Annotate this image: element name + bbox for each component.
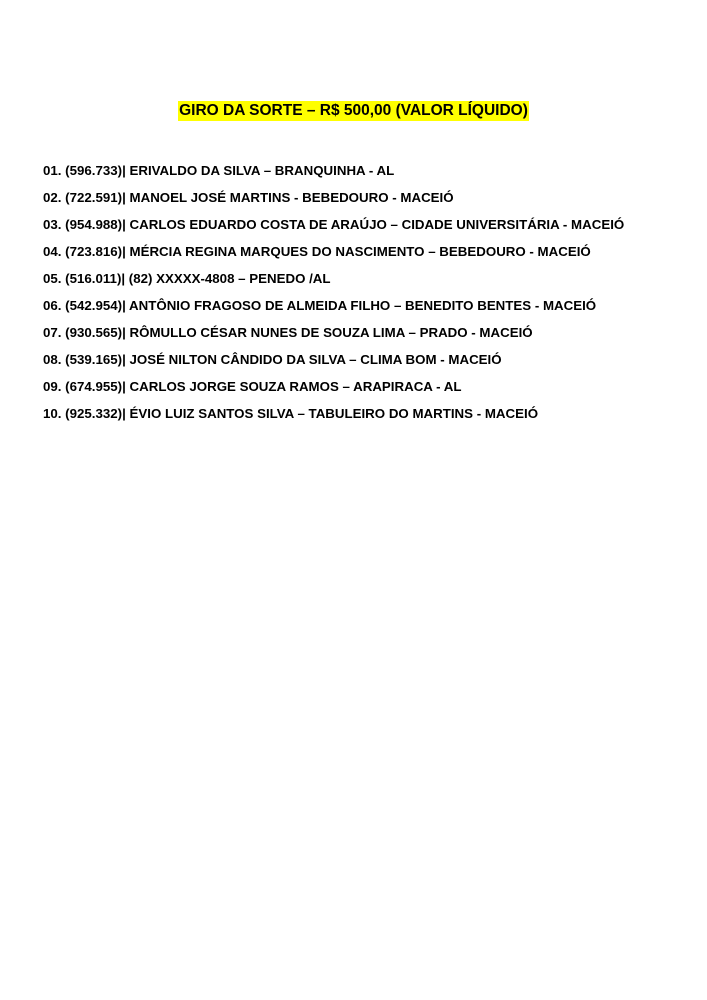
winners-list [43,161,693,431]
winner-entry: 06. (542.954)| ANTÔNIO FRAGOSO DE ALMEIDA FILHO – BENEDITO BENTES - MACEIÓ [43,298,597,313]
title-container [0,101,707,121]
winner-entry: 08. (539.165)| JOSÉ NILTON CÂNDIDO DA SILVA – CLIMA BOM - MACEIÓ [43,352,502,367]
winner-entry: 07. (930.565)| RÔMULLO CÉSAR NUNES DE SOUZA LIMA – PRADO - MACEIÓ [43,325,533,340]
winner-entry: 01. (596.733)| ERIVALDO DA SILVA – BRANQUINHA - AL [43,163,395,178]
winner-entry: 05. (516.011)| (82) XXXXX-4808 – PENEDO /AL [43,271,331,286]
winner-entry: 02. (722.591)| MANOEL JOSÉ MARTINS - BEBEDOURO - MACEIÓ [43,190,454,205]
winner-entry: 04. (723.816)| MÉRCIA REGINA MARQUES DO NASCIMENTO – BEBEDOURO - MACEIÓ [43,244,591,259]
winner-entry: 10. (925.332)| ÉVIO LUIZ SANTOS SILVA – TABULEIRO DO MARTINS - MACEIÓ [43,406,539,421]
document-title: GIRO DA SORTE – R$ 500,00 (VALOR LÍQUIDO) [179,102,528,119]
winner-entry: 03. (954.988)| CARLOS EDUARDO COSTA DE ARAÚJO – CIDADE UNIVERSITÁRIA - MACEIÓ [43,217,625,232]
winner-entry: 09. (674.955)| CARLOS JORGE SOUZA RAMOS – ARAPIRACA - AL [43,379,462,394]
